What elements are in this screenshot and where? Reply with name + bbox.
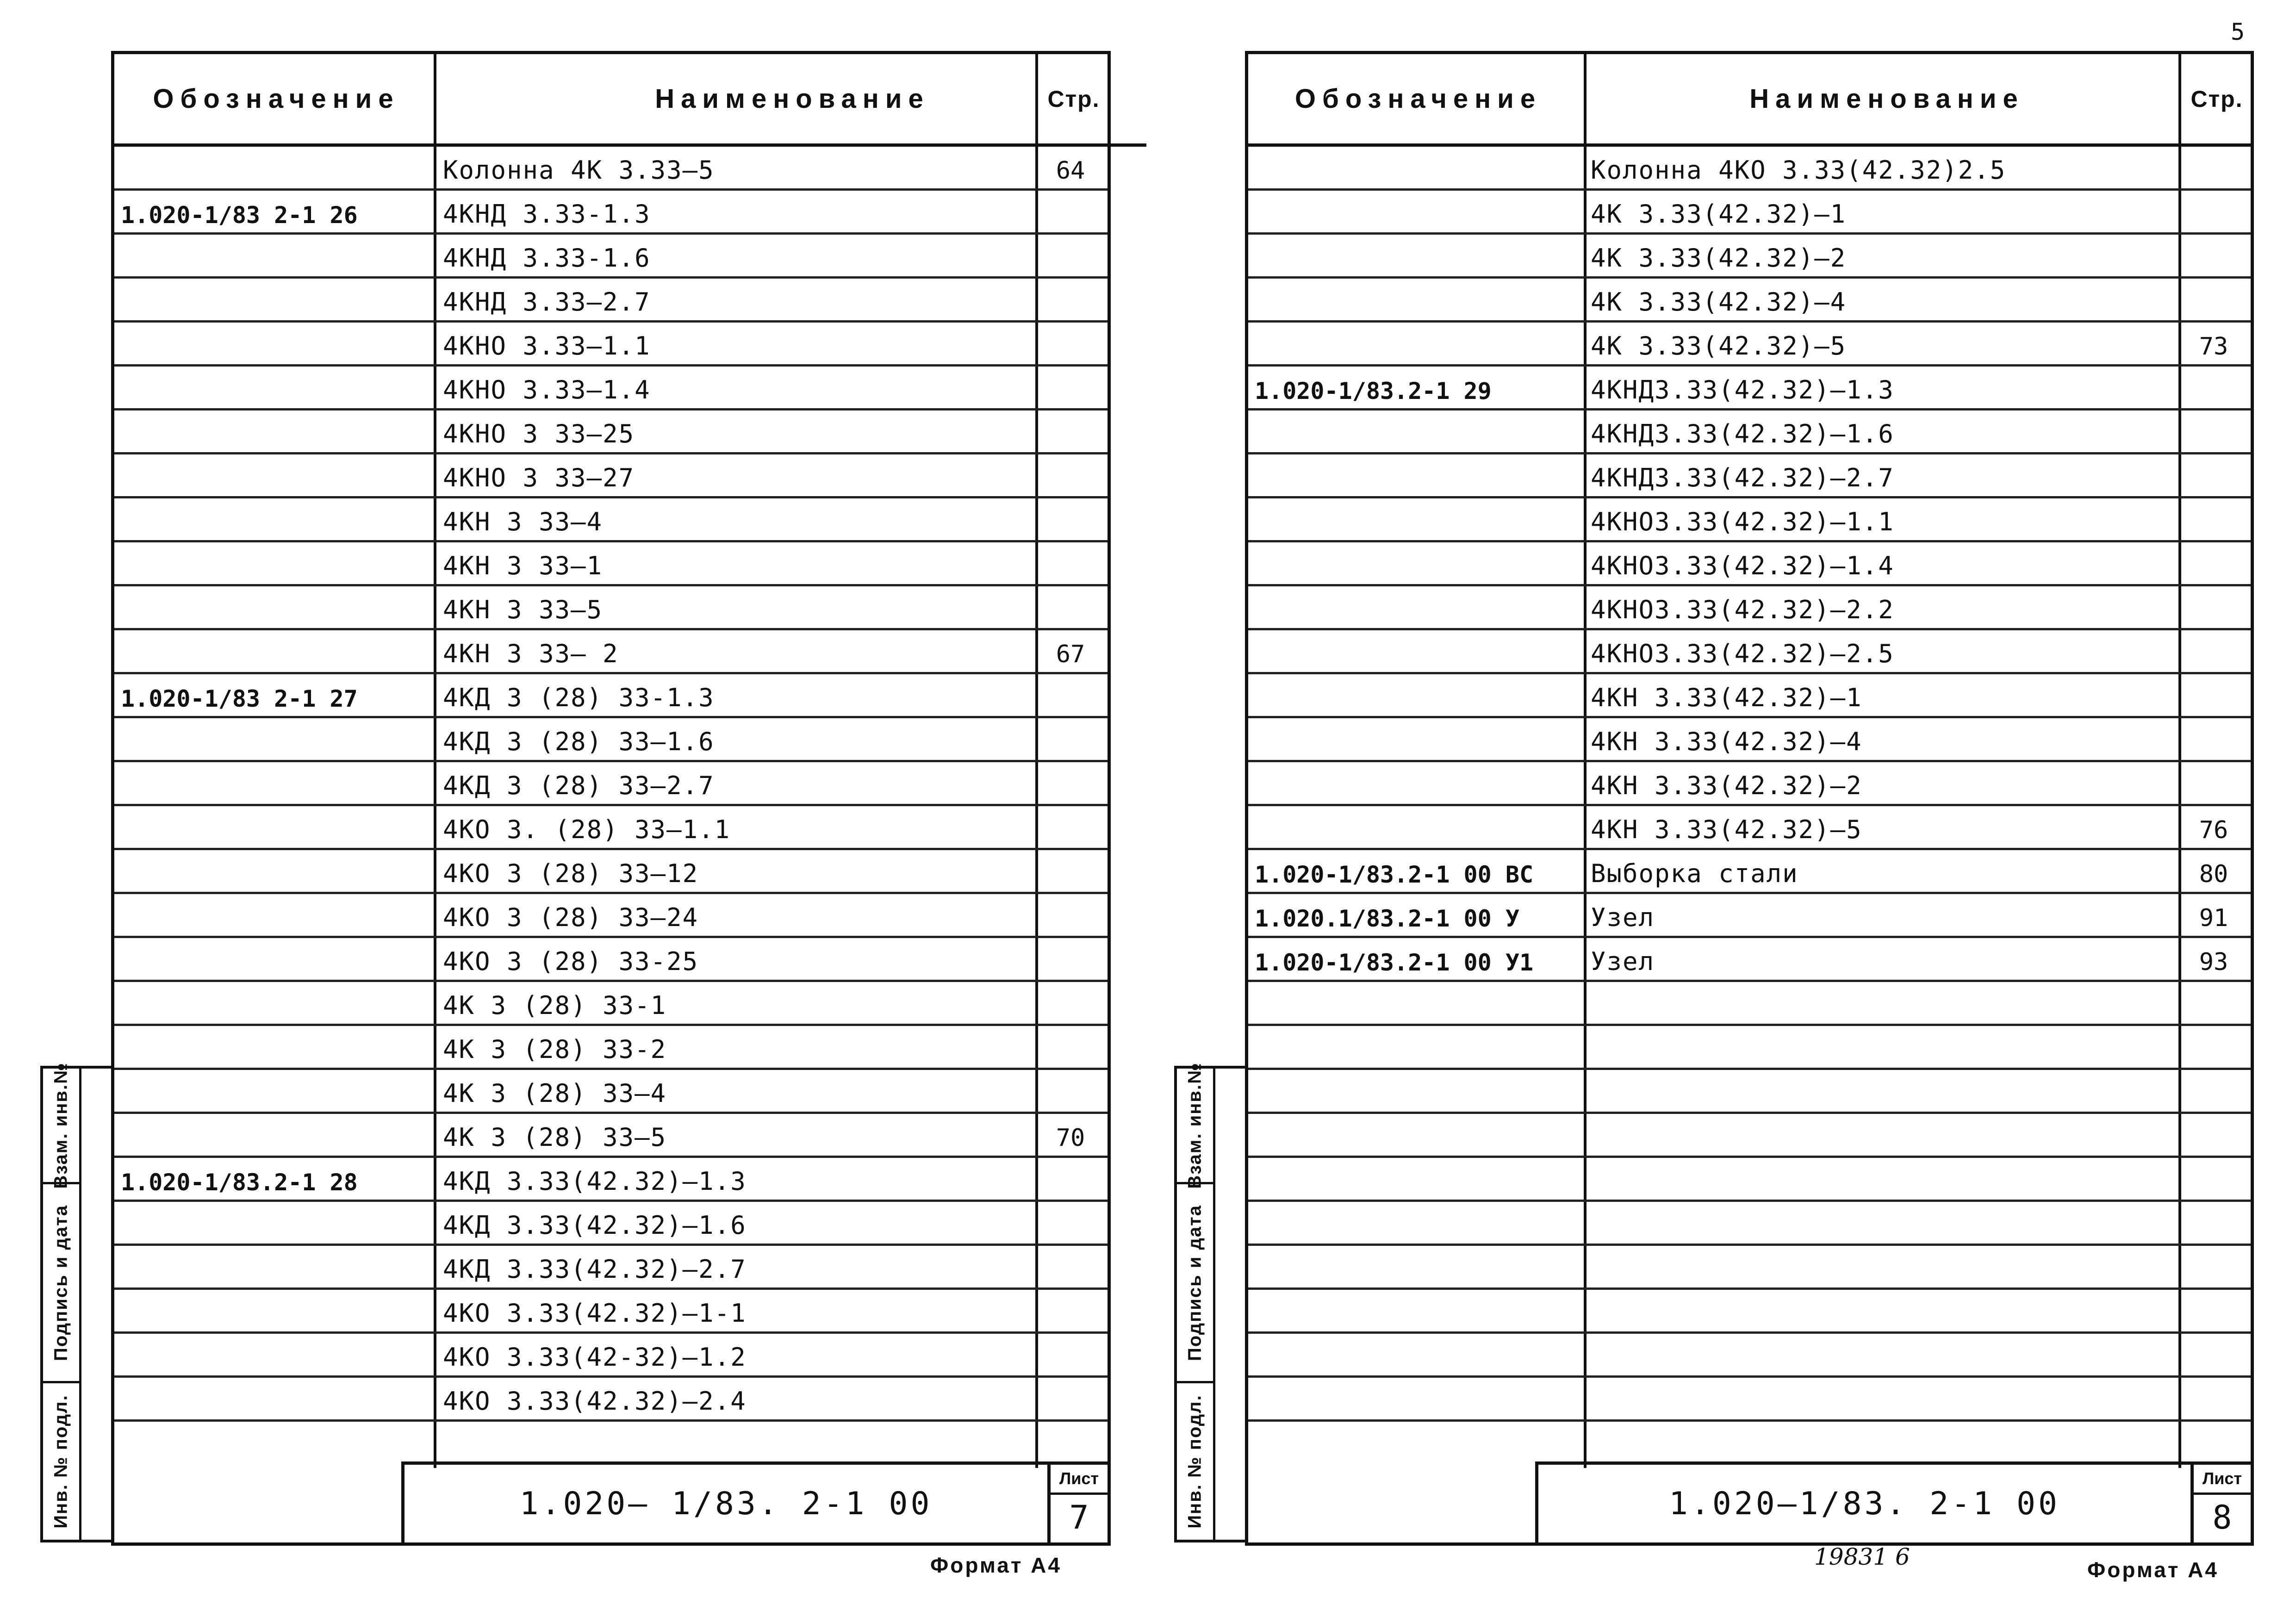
row-designation: [121, 850, 426, 892]
row-page: 70: [1056, 1124, 1085, 1152]
side-stamp-right: [1174, 1062, 1248, 1542]
row-designation: [121, 1114, 426, 1156]
row-designation: 1.020-1/83.2-1 00 ВС: [1255, 861, 1534, 888]
row-page: [2181, 147, 2246, 188]
table-row: [114, 279, 1108, 323]
row-page: [2181, 454, 2246, 496]
row-designation: [1255, 1334, 1579, 1375]
index-table-right: [1248, 147, 2251, 1422]
row-name: 4КО 3.33(42-32)—1.2: [443, 1343, 747, 1372]
table-row: [1248, 279, 2251, 323]
row-designation: [121, 1202, 426, 1244]
row-page: 76: [2199, 816, 2228, 844]
table-row: [114, 410, 1108, 454]
table-row: [114, 498, 1108, 542]
row-page: [1038, 323, 1103, 364]
header-designation: Обозначение: [1248, 54, 1588, 147]
row-page: 73: [2199, 333, 2228, 361]
row-designation: [121, 147, 426, 188]
row-designation: [121, 542, 426, 584]
header-page: Стр.: [2183, 54, 2251, 147]
row-page: [1038, 1202, 1103, 1244]
row-designation: [121, 806, 426, 848]
table-row: [1248, 1158, 2251, 1202]
row-page: [1038, 1334, 1103, 1375]
row-designation: [1255, 454, 1579, 496]
sheet-label: Лист: [1051, 1465, 1108, 1495]
row-name: 4КД 3.33(42.32)—1.6: [443, 1211, 747, 1240]
row-name: 4КНО 3 33—25: [443, 419, 635, 448]
row-name: 4КН 3 33—4: [443, 507, 603, 536]
row-name: Колонна 4КО 3.33(42.32)2.5: [1591, 155, 2006, 185]
format-label-left: Формат А4: [930, 1553, 1062, 1577]
row-page: [2181, 191, 2246, 232]
row-designation: [1255, 147, 1579, 188]
table-row: [114, 586, 1108, 630]
row-name: [1591, 1070, 2174, 1112]
row-designation: [121, 498, 426, 540]
row-name: [1591, 1334, 2174, 1375]
header-page: Стр.: [1040, 54, 1108, 147]
row-page: 91: [2199, 904, 2228, 932]
row-page: 67: [1056, 640, 1085, 668]
row-page: [1038, 982, 1103, 1024]
table-row: [1248, 630, 2251, 674]
table-row: [1248, 894, 2251, 938]
row-designation: [1255, 191, 1579, 232]
row-page: [1038, 1290, 1103, 1331]
row-page: [2181, 1334, 2246, 1375]
row-designation: [121, 235, 426, 276]
title-block-left: [401, 1461, 1108, 1542]
row-page: [2181, 982, 2246, 1024]
table-row: [1248, 1070, 2251, 1114]
row-page: [1038, 454, 1103, 496]
table-row: [1248, 1114, 2251, 1158]
table-row: [1248, 982, 2251, 1026]
row-page: [2181, 1070, 2246, 1112]
header-designation: Обозначение: [114, 54, 438, 147]
row-page: [1038, 718, 1103, 760]
row-page: [2181, 279, 2246, 320]
title-block-right: [1535, 1461, 2251, 1542]
row-page: [2181, 1378, 2246, 1419]
row-name: Колонна 4К 3.33—5: [443, 155, 715, 185]
row-designation: 1.020.1/83.2-1 00 У: [1255, 905, 1519, 932]
row-name: 4К 3 (28) 33—5: [443, 1123, 667, 1152]
handwritten-note: 19831 6: [1814, 1543, 1910, 1570]
table-row: [114, 982, 1108, 1026]
table-row: [114, 1070, 1108, 1114]
row-designation: [1255, 1378, 1579, 1419]
table-row: [114, 630, 1108, 674]
header-name: Наименование: [1588, 54, 2185, 147]
row-designation: [121, 367, 426, 408]
table-row: [1248, 1378, 2251, 1422]
row-page: [2181, 1202, 2246, 1244]
row-designation: 1.020-1/83.2-1 00 У1: [1255, 949, 1534, 976]
sheet-number-box: [2190, 1465, 2251, 1542]
row-designation: [1255, 718, 1579, 760]
table-row: [1248, 323, 2251, 367]
table-row: [1248, 1290, 2251, 1334]
row-designation: [1255, 498, 1579, 540]
row-name: 4КН 3 33—5: [443, 595, 603, 624]
row-name: 4К 3 (28) 33-2: [443, 1035, 667, 1064]
row-name: 4КН 3.33(42.32)—5: [1591, 815, 1862, 844]
table-row: [114, 1246, 1108, 1290]
table-row: [1248, 762, 2251, 806]
row-designation: [121, 279, 426, 320]
row-name: 4КН 3 33— 2: [443, 639, 619, 668]
table-row: [114, 718, 1108, 762]
table-row: [114, 1026, 1108, 1070]
format-label-right: Формат А4: [2087, 1558, 2219, 1582]
sheet-number: 8: [2212, 1499, 2232, 1536]
row-designation: [1255, 410, 1579, 452]
row-designation: [121, 938, 426, 980]
row-name: [1591, 1026, 2174, 1068]
table-row: [1248, 1334, 2251, 1378]
row-page: [2181, 1246, 2246, 1287]
row-page: [2181, 1026, 2246, 1068]
row-name: 4КНД3.33(42.32)—1.6: [1591, 419, 1894, 448]
row-page: [1038, 279, 1103, 320]
table-row: [114, 147, 1108, 191]
row-page: [2181, 630, 2246, 672]
row-name: [1591, 1378, 2174, 1419]
table-row: [1248, 718, 2251, 762]
row-designation: [1255, 235, 1579, 276]
row-page: [1038, 410, 1103, 452]
stamp-cell-signature: Подпись и дата: [43, 1184, 79, 1383]
stamp-blank-column: [79, 1069, 114, 1540]
row-name: 4КНО3.33(42.32)—2.2: [1591, 595, 1894, 624]
table-row: [114, 938, 1108, 982]
row-name: 4КД 3 (28) 33—2.7: [443, 771, 715, 800]
row-designation: [1255, 982, 1579, 1024]
row-page: [1038, 850, 1103, 892]
table-row: [114, 1114, 1108, 1158]
row-page: [1038, 1158, 1103, 1200]
sheet-number-box: [1047, 1465, 1108, 1542]
row-name: [1591, 1290, 2174, 1331]
row-page: [1038, 806, 1103, 848]
row-designation: [121, 718, 426, 760]
row-designation: [1255, 1290, 1579, 1331]
row-page: [1038, 542, 1103, 584]
table-row: [114, 454, 1108, 498]
row-name: 4КД 3.33(42.32)—1.3: [443, 1167, 747, 1196]
row-name: 4КО 3.33(42.32)—2.4: [443, 1387, 747, 1416]
corner-number: 5: [2231, 19, 2245, 45]
row-page: [1038, 367, 1103, 408]
row-designation: [1255, 1158, 1579, 1200]
row-name: [1591, 1246, 2174, 1287]
row-name: 4КН 3.33(42.32)—4: [1591, 727, 1862, 756]
row-designation: [1255, 630, 1579, 672]
row-name: Выборка стали: [1591, 859, 1798, 888]
row-name: 4КНО 3 33—27: [443, 463, 635, 492]
row-page: [2181, 410, 2246, 452]
table-row: [114, 235, 1108, 279]
row-page: [1038, 674, 1103, 716]
table-row: [1248, 542, 2251, 586]
row-page: [1038, 586, 1103, 628]
row-designation: [1255, 806, 1579, 848]
row-name: 4КНД 3.33—2.7: [443, 287, 651, 317]
table-row: [1248, 850, 2251, 894]
row-page: 80: [2199, 860, 2228, 888]
row-name: 4КО 3.33(42.32)—1-1: [443, 1299, 747, 1328]
index-table-left: [114, 147, 1108, 1422]
row-page: [2181, 1158, 2246, 1200]
row-name: 4КО 3 (28) 33-25: [443, 947, 699, 976]
table-row: [114, 762, 1108, 806]
row-page: [2181, 586, 2246, 628]
table-row: [1248, 454, 2251, 498]
row-page: [1038, 498, 1103, 540]
table-row: [1248, 806, 2251, 850]
row-designation: 1.020-1/83 2-1 26: [121, 202, 358, 229]
row-designation: 1.020-1/83 2-1 27: [121, 685, 358, 712]
row-designation: [121, 894, 426, 936]
row-designation: [1255, 1070, 1579, 1112]
row-page: [2181, 498, 2246, 540]
row-page: [1038, 1070, 1103, 1112]
row-name: 4КН 3.33(42.32)—2: [1591, 771, 1862, 800]
table-row: [114, 191, 1108, 235]
table-row: [114, 1202, 1108, 1246]
row-name: 4КНО 3.33—1.4: [443, 375, 651, 404]
row-designation: [121, 1378, 426, 1419]
row-page: [2181, 367, 2246, 408]
table-row: [1248, 1202, 2251, 1246]
table-row: [114, 323, 1108, 367]
row-name: 4КД 3 (28) 33—1.6: [443, 727, 715, 756]
stamp-cell-inventory: Инв. № подл.: [1184, 1394, 1205, 1529]
row-name: [1591, 1114, 2174, 1156]
row-designation: [121, 982, 426, 1024]
stamp-blank-column: [1213, 1069, 1248, 1540]
row-designation: [1255, 586, 1579, 628]
table-row: [114, 806, 1108, 850]
row-designation: 1.020-1/83.2-1 28: [121, 1169, 358, 1196]
table-row: [1248, 410, 2251, 454]
row-designation: [1255, 323, 1579, 364]
row-designation: [121, 1334, 426, 1375]
row-designation: [121, 454, 426, 496]
row-designation: [1255, 674, 1579, 716]
row-name: 4КНД3.33(42.32)—1.3: [1591, 375, 1894, 404]
row-name: 4К 3.33(42.32)—4: [1591, 287, 1847, 317]
row-page: [1038, 894, 1103, 936]
table-row: [114, 1378, 1108, 1422]
row-name: 4КО 3 (28) 33—24: [443, 903, 699, 932]
row-page: [1038, 1246, 1103, 1287]
row-page: [2181, 1114, 2246, 1156]
row-page: 64: [1056, 157, 1085, 185]
row-page: [2181, 1290, 2246, 1331]
row-page: [1038, 938, 1103, 980]
row-name: 4КО 3 (28) 33—12: [443, 859, 699, 888]
document-code: 1.020— 1/83. 2-1 00: [519, 1485, 933, 1522]
row-name: 4КД 3 (28) 33-1.3: [443, 683, 715, 712]
table-row: [1248, 938, 2251, 982]
table-row: [114, 850, 1108, 894]
row-page: [2181, 542, 2246, 584]
row-name: 4КН 3.33(42.32)—1: [1591, 683, 1862, 712]
document-code: 1.020—1/83. 2-1 00: [1669, 1485, 2060, 1522]
row-page: [1038, 1378, 1103, 1419]
row-designation: [1255, 279, 1579, 320]
row-designation: [121, 1290, 426, 1331]
row-name: 4КН 3 33—1: [443, 551, 603, 580]
row-page: [2181, 674, 2246, 716]
row-name: Узел: [1591, 947, 1655, 976]
header-name: Наименование: [438, 54, 1146, 147]
row-name: 4КНО3.33(42.32)—1.4: [1591, 551, 1894, 580]
table-row: [114, 367, 1108, 410]
row-name: 4КД 3.33(42.32)—2.7: [443, 1255, 747, 1284]
row-designation: [121, 1026, 426, 1068]
row-page: [1038, 235, 1103, 276]
row-name: 4КНО3.33(42.32)—1.1: [1591, 507, 1894, 536]
row-page: 93: [2199, 948, 2228, 976]
row-designation: 1.020-1/83.2-1 29: [1255, 378, 1492, 404]
table-row: [1248, 367, 2251, 410]
row-name: [1591, 982, 2174, 1024]
row-name: 4К 3 (28) 33—4: [443, 1079, 667, 1108]
row-page: [1038, 191, 1103, 232]
row-designation: [121, 410, 426, 452]
table-row: [1248, 674, 2251, 718]
row-page: [2181, 235, 2246, 276]
row-page: [2181, 762, 2246, 804]
sheet-label: Лист: [2194, 1465, 2251, 1495]
row-designation: [121, 1246, 426, 1287]
row-designation: [121, 586, 426, 628]
side-stamp-left: [40, 1062, 114, 1542]
row-name: 4К 3.33(42.32)—2: [1591, 243, 1847, 273]
sheet-left: [50, 51, 1111, 1546]
stamp-cell-signature: Подпись и дата: [1177, 1184, 1213, 1383]
sheet-right: [1184, 51, 2254, 1546]
table-row: [114, 1158, 1108, 1202]
stamp-cell-replacement: Взам. инв.№: [1177, 1069, 1213, 1184]
row-designation: [1255, 1246, 1579, 1287]
row-designation: [1255, 1026, 1579, 1068]
row-designation: [121, 323, 426, 364]
row-name: 4КО 3. (28) 33—1.1: [443, 815, 731, 844]
table-row: [1248, 147, 2251, 191]
row-name: 4КНО3.33(42.32)—2.5: [1591, 639, 1894, 668]
table-row: [1248, 1026, 2251, 1070]
stamp-cell-replacement: Взам. инв.№: [43, 1069, 79, 1184]
table-row: [1248, 498, 2251, 542]
row-name: [1591, 1202, 2174, 1244]
row-designation: [1255, 542, 1579, 584]
row-name: [1591, 1158, 2174, 1200]
table-row: [1248, 1246, 2251, 1290]
row-name: Узел: [1591, 903, 1655, 932]
row-designation: [1255, 1202, 1579, 1244]
sheet-number: 7: [1069, 1499, 1089, 1536]
table-row: [114, 674, 1108, 718]
row-page: [1038, 762, 1103, 804]
row-name: 4К 3.33(42.32)—5: [1591, 331, 1847, 361]
stamp-cell-inventory: Инв. № подл.: [50, 1394, 71, 1529]
row-page: [2181, 718, 2246, 760]
row-designation: [121, 762, 426, 804]
table-row: [114, 1290, 1108, 1334]
row-name: 4КНД3.33(42.32)—2.7: [1591, 463, 1894, 492]
table-row: [1248, 235, 2251, 279]
row-designation: [121, 630, 426, 672]
row-name: 4К 3 (28) 33-1: [443, 991, 667, 1020]
table-row: [114, 1334, 1108, 1378]
row-name: 4КНО 3.33—1.1: [443, 331, 651, 361]
table-row: [1248, 191, 2251, 235]
row-name: 4КНД 3.33-1.6: [443, 243, 651, 273]
row-name: 4К 3.33(42.32)—1: [1591, 199, 1847, 229]
row-page: [1038, 1026, 1103, 1068]
row-name: 4КНД 3.33-1.3: [443, 199, 651, 229]
table-row: [114, 542, 1108, 586]
table-row: [114, 894, 1108, 938]
row-designation: [121, 1070, 426, 1112]
row-designation: [1255, 1114, 1579, 1156]
table-row: [1248, 586, 2251, 630]
row-designation: [1255, 762, 1579, 804]
